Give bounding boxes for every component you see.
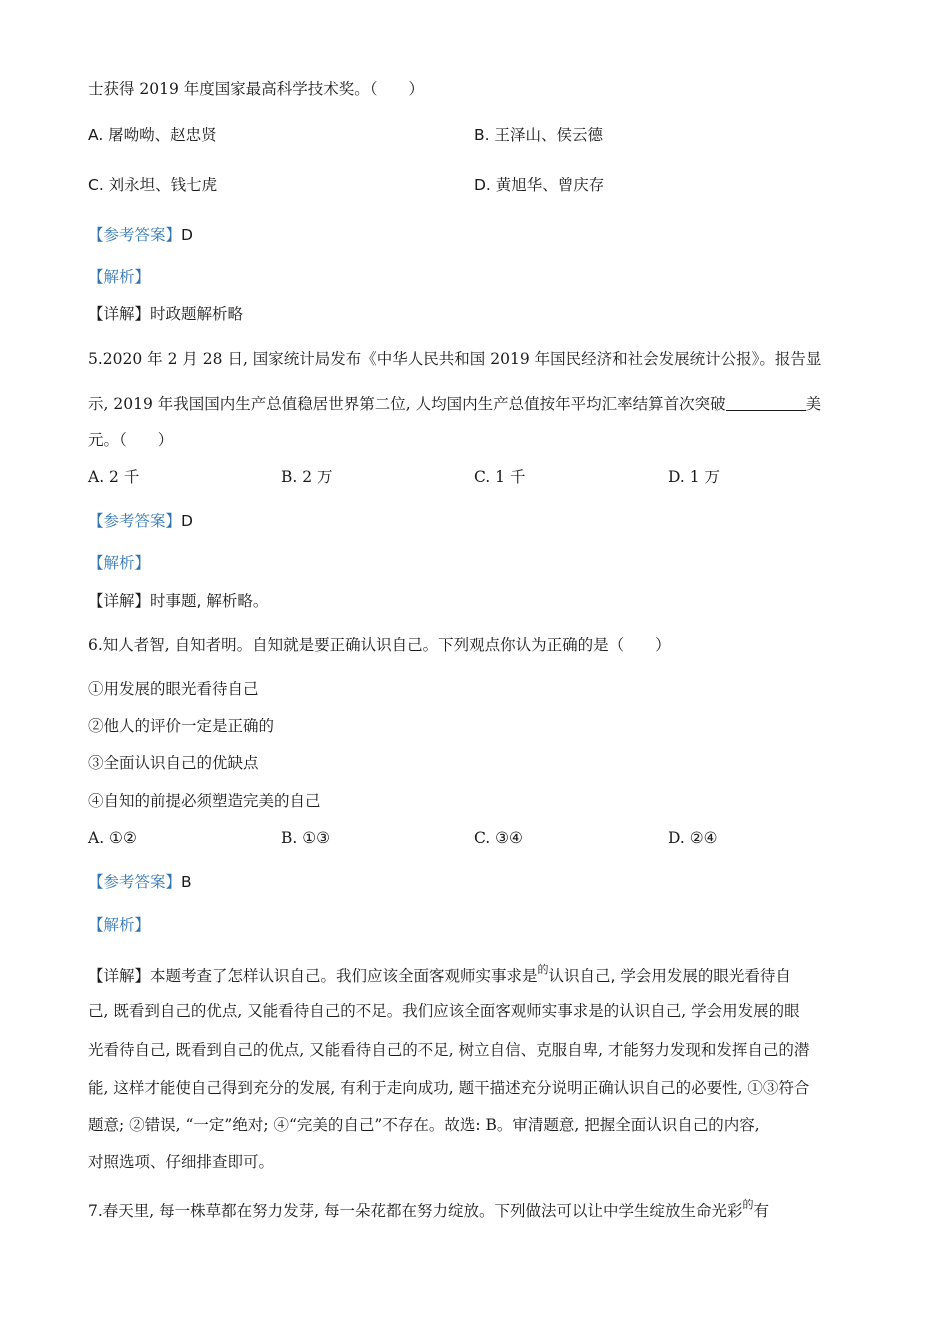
q5-stem-line-1: 5.2020 年 2 月 28 日, 国家统计局发布《中华人民共和国 2019 年国民经济和社会发展统计公报》。报告显 — [88, 350, 822, 368]
q6-option-a: A. ①② — [88, 829, 137, 847]
q4-answer: D — [181, 226, 193, 244]
q6-detail-line-6: 对照选项、仔细排查即可。 — [88, 1153, 275, 1171]
q4-answer-line — [88, 228, 193, 244]
q4-option-b: B. 王泽山、侯云德 — [474, 126, 603, 144]
q6-item-2: ②他人的评价一定是正确的 — [88, 717, 275, 735]
answer-tag: 【参考答案】 — [88, 873, 182, 891]
q6-detail-line-5: 题意; ②错误, “一定”绝对; ④“完美的自己”不存在。故选: B。审清题意, 把握全面认识自己的内容, — [88, 1116, 760, 1134]
q6-item-3: ③全面认识自己的优缺点 — [88, 754, 259, 772]
q6-option-b: B. ①③ — [281, 829, 331, 847]
q6-stem: 6.知人者智, 自知者明。自知就是要正确认识自己。下列观点你认为正确的是（ ） — [88, 636, 671, 654]
q6-detail-line-4: 能, 这样才能使自己得到充分的发展, 有利于走向成功, 题干描述充分说明正确认识自己的必要性, ①③符合 — [88, 1079, 810, 1097]
q4-option-d: D. 黄旭华、曾庆存 — [474, 176, 605, 194]
q6-item-1: ①用发展的眼光看待自己 — [88, 680, 259, 698]
q6-detail-line-3: 光看待自己, 既看到自己的优点, 又能看待自己的不足, 树立自信、克服自卑, 才能努力发现和发挥自己的潜 — [88, 1041, 810, 1059]
q5-answer-line — [88, 514, 193, 530]
q4-stem-tail: 士获得 2019 年度国家最高科学技术奖。（ ） — [88, 80, 425, 98]
q6-detail-line-1 — [88, 964, 791, 985]
q6-detail-line-2: 己, 既看到自己的优点, 又能看待自己的不足。我们应该全面客观师实事求是的认识自己, 学会用发展的眼 — [88, 1002, 800, 1020]
q5-analysis-tag: 【解析】 — [88, 554, 151, 572]
q7-stem-text: 7.春天里, 每一株草都在努力发芽, 每一朵花都在努力绽放。下列做法可以让中学生绽放生命光彩 — [88, 1202, 743, 1220]
detail-tag: 【详解】 — [88, 592, 151, 610]
q4-option-a: A. 屠呦呦、赵忠贤 — [88, 126, 217, 144]
detail-tag: 【详解】 — [88, 305, 151, 323]
q5-stem-line-2-end: 美 — [805, 395, 822, 413]
q6-item-4: ④自知的前提必须塑造完美的自己 — [88, 792, 321, 810]
q4-option-c: C. 刘永坦、钱七虎 — [88, 176, 218, 194]
answer-tag: 【参考答案】 — [88, 512, 182, 530]
q6-option-c: C. ③④ — [474, 829, 523, 847]
q5-stem-line-2 — [88, 396, 821, 413]
q6-detail-text-1b: 认识自己, 学会用发展的眼光看待自 — [548, 967, 791, 985]
q5-detail-line — [88, 594, 268, 610]
q5-answer: D — [181, 512, 193, 530]
q6-answer: B — [181, 873, 192, 891]
q4-detail-line — [88, 307, 243, 323]
q7-stem — [88, 1199, 769, 1220]
q5-stem-line-3: 元。（ ） — [88, 431, 174, 449]
q5-option-a: A. 2 千 — [88, 468, 140, 486]
q5-option-b: B. 2 万 — [281, 468, 333, 486]
answer-tag: 【参考答案】 — [88, 226, 182, 244]
q6-answer-line — [88, 875, 192, 891]
q6-analysis-tag: 【解析】 — [88, 916, 151, 934]
q6-detail-text-1a: 本题考查了怎样认识自己。我们应该全面客观师实事求是 — [150, 967, 538, 985]
q5-stem-line-2-text: 示, 2019 年我国国内生产总值稳居世界第二位, 人均国内生产总值按年平均汇率结算首次突破 — [88, 395, 726, 413]
q5-detail: 时事题, 解析略。 — [150, 592, 269, 610]
q6-detail-sup: 的 — [537, 963, 549, 976]
q4-detail: 时政题解析略 — [150, 305, 244, 323]
q7-stem-sup: 的 — [742, 1198, 754, 1211]
q5-option-c: C. 1 千 — [474, 468, 526, 486]
q5-option-d: D. 1 万 — [668, 468, 721, 486]
detail-tag: 【详解】 — [88, 967, 151, 985]
fill-blank — [726, 396, 806, 411]
q7-stem-end: 有 — [753, 1202, 770, 1220]
q4-analysis-tag: 【解析】 — [88, 268, 151, 286]
q6-option-d: D. ②④ — [668, 829, 718, 847]
